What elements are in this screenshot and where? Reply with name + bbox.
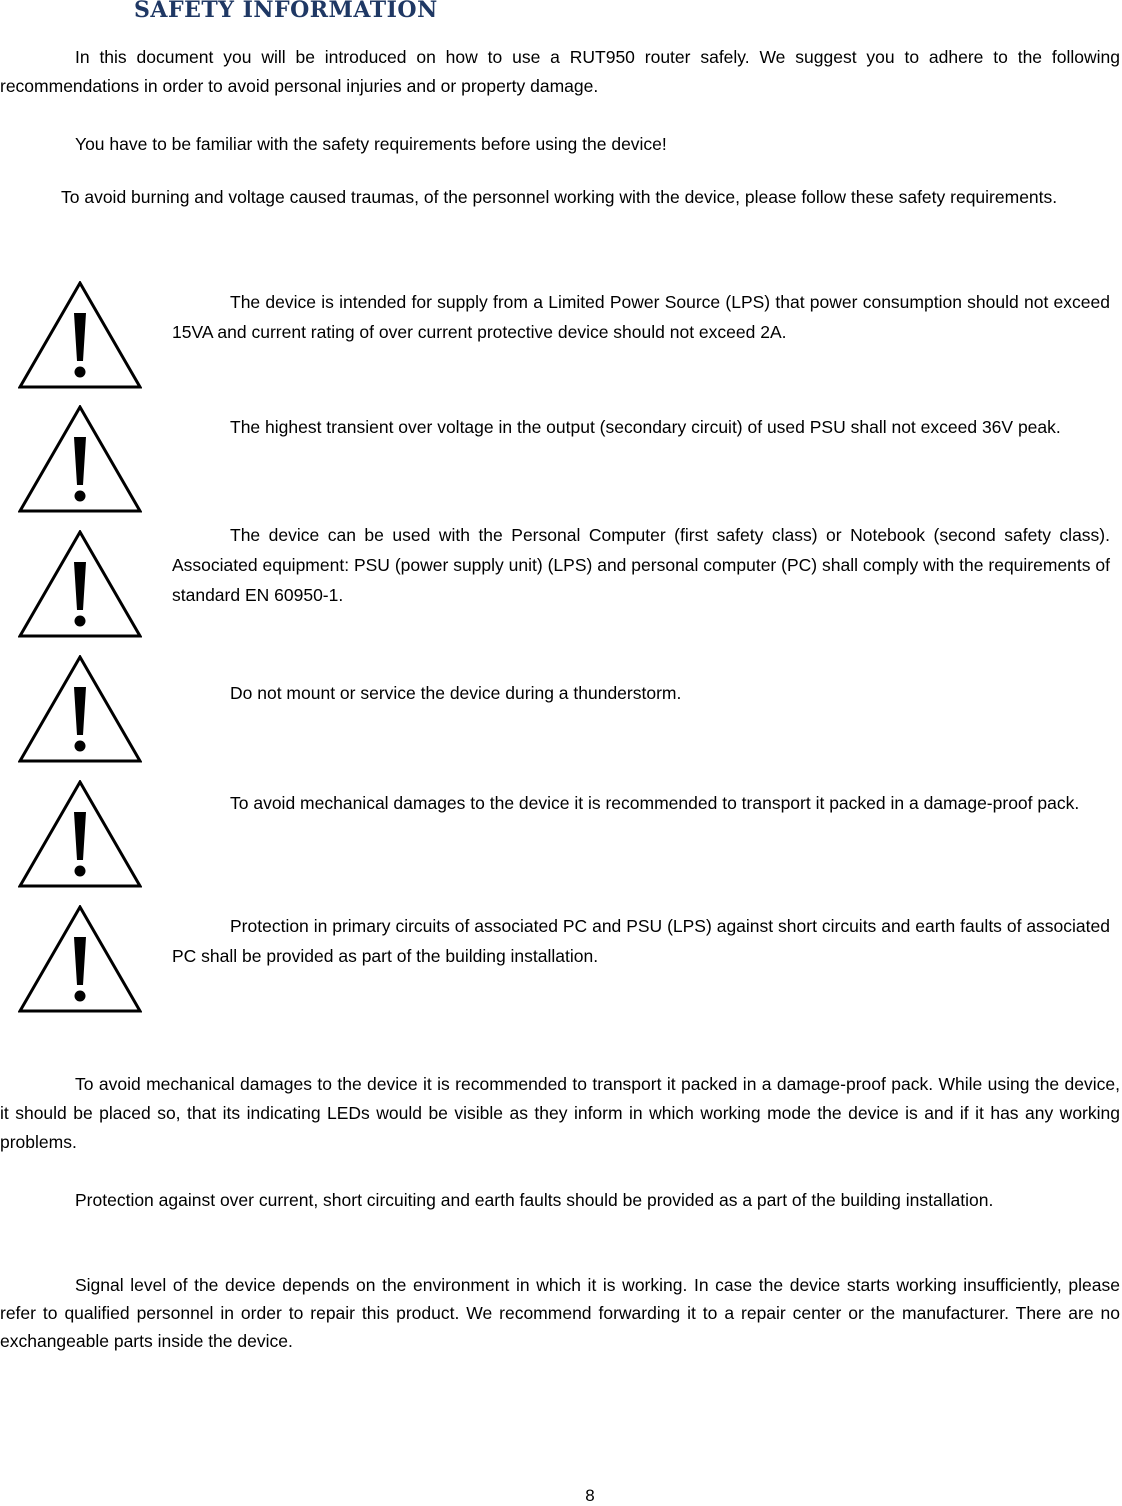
warning-text-associated-equipment: The device can be used with the Personal Computer (first safety class) or Notebook (second safety class). Associated equipment: PSU (power supply unit) (LPS) and personal computer (PC) shall comply with the requirements of standard EN 60950-1. [172,525,1110,605]
warning-triangle-icon [18,405,142,513]
warning-triangle-icon [18,281,142,389]
warning-text-primary-circuits: Protection in primary circuits of associated PC and PSU (LPS) against short circuits and earth faults of associated PC shall be provided as part of the building installation. [172,916,1110,966]
warning-triangle-icon [18,905,142,1013]
familiarity-notice: You have to be familiar with the safety requirements before using the device! [75,134,667,154]
closing-paragraph-signal: Signal level of the device depends on the environment in which it is working. In case the device starts working insufficiently, please refer to qualified personnel in order to repair this product. We recommend forwarding it to a repair center or the manufacturer. There are no exchangeable parts inside the device. [0,1275,1120,1351]
warning-text-thunderstorm: Do not mount or service the device during a thunderstorm. [230,683,682,703]
closing-paragraph-transport: To avoid mechanical damages to the device it is recommended to transport it packed in a damage-proof pack. While using the device, it should be placed so, that its indicating LEDs would be visible as they inform in which working mode the device is and if it has any working problems. [0,1074,1120,1152]
warning-text-power-source: The device is intended for supply from a Limited Power Source (LPS) that power consumption should not exceed 15VA and current rating of over current protective device should not exceed 2A. [172,292,1110,342]
closing-paragraph-protection: Protection against over current, short circuiting and earth faults should be provided as a part of the building installation. [75,1190,994,1210]
warning-triangle-icon [18,655,142,763]
safety-requirements-intro: To avoid burning and voltage caused traumas, of the personnel working with the device, please follow these safety requirements. [61,187,1058,207]
page-number: 8 [585,1486,595,1505]
warning-triangle-icon [18,780,142,888]
intro-paragraph: In this document you will be introduced on how to use a RUT950 router safely. We suggest you to adhere to the following recommendations in order to avoid personal injuries and or property damage. [0,47,1120,96]
warning-triangle-icon [18,530,142,638]
warning-text-transport: To avoid mechanical damages to the device it is recommended to transport it packed in a damage-proof pack. [230,793,1080,813]
page-heading: SAFETY INFORMATION [134,0,438,23]
warning-text-transient-voltage: The highest transient over voltage in the output (secondary circuit) of used PSU shall not exceed 36V peak. [230,417,1061,437]
